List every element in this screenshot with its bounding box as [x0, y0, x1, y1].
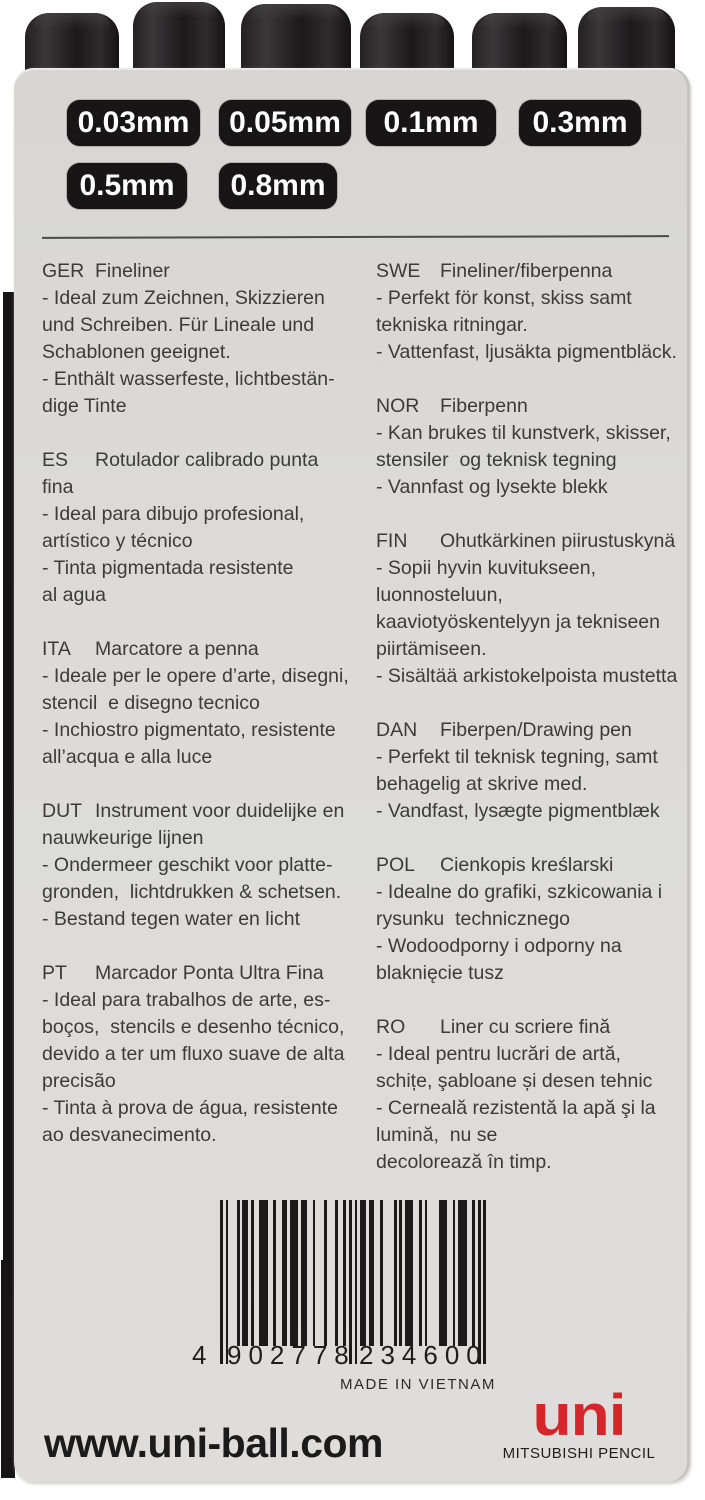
barcode-digit-first: 4: [192, 1340, 207, 1370]
lang-title: Marcatore a penna: [95, 638, 259, 660]
lang-text-line: - Ideale per le opere d’arte, disegni,: [42, 665, 349, 687]
size-badge: 0.03mm: [67, 100, 200, 146]
lang-text-line: - Idealne do grafiki, szkicowania i: [376, 881, 663, 903]
lang-text-line: - Ideal para dibujo profesional,: [42, 503, 305, 525]
barcode-bar: [282, 1200, 288, 1346]
lang-text-line: piirtämiseen.: [376, 638, 487, 660]
lang-title: Rotulador calibrado punta: [95, 449, 319, 471]
lang-text-line: rysunku technicznego: [376, 908, 571, 930]
lang-text-line: - Tinta à prova de água, resistente: [42, 1097, 338, 1119]
lang-section-header: [376, 528, 698, 555]
lang-section-ita: [42, 636, 364, 771]
lang-code: FIN: [376, 530, 408, 552]
lang-text-line: kaaviotyöskentelyyn ja tekniseen: [376, 611, 660, 633]
barcode-bar: [425, 1200, 428, 1346]
lang-text-line: ao desvanecimento.: [42, 1124, 217, 1146]
lang-text-line: dige Tinte: [42, 395, 127, 417]
lang-text-line: - Ondermeer geschikt voor platte-: [42, 854, 333, 876]
barcode-bar: [335, 1200, 338, 1346]
lang-text-line: - Enthält wasserfeste, lichtbestän-: [42, 368, 335, 390]
lang-text-line: Schablonen geeignet.: [42, 341, 231, 363]
lang-section-header: [42, 798, 364, 825]
lang-code: ES: [42, 449, 69, 471]
barcode-bar: [273, 1200, 276, 1346]
size-badge: 0.1mm: [366, 100, 496, 146]
made-in-label: MADE IN VIETNAM: [340, 1376, 496, 1393]
lang-code: SWE: [376, 260, 421, 282]
barcode-digits-left: 902778: [227, 1340, 356, 1370]
lang-section-nor: [376, 393, 698, 501]
barcode-bar: [399, 1200, 402, 1346]
lang-title: Fiberpenn: [440, 395, 528, 417]
lang-column-left: [42, 258, 364, 1176]
barcode-bar: [290, 1200, 298, 1346]
lang-text-line: stensiler og teknisk tegning: [376, 449, 617, 471]
lang-section-pol: [376, 852, 698, 987]
lang-section-header: [376, 393, 698, 420]
lang-title: Fineliner/fiberpenna: [440, 260, 613, 282]
lang-text-line: blaknięcie tusz: [376, 962, 504, 984]
lang-text-line: luonnosteluun,: [376, 584, 503, 606]
barcode-bar: [369, 1200, 375, 1346]
lang-title: Cienkopis kreślarski: [440, 854, 614, 876]
size-badge: 0.5mm: [67, 163, 187, 209]
barcode-bar: [324, 1200, 327, 1346]
barcode-bar: [343, 1200, 346, 1346]
lang-code: POL: [376, 854, 416, 876]
lang-text-line: decolorează în timp.: [376, 1151, 552, 1173]
barcode-bar: [394, 1200, 397, 1346]
lang-title: Ohutkärkinen piirustuskynä: [440, 530, 676, 552]
barcode-bar: [360, 1200, 366, 1346]
barcode-bar: [419, 1200, 422, 1346]
website-text: www.uni-ball.com: [44, 1420, 383, 1466]
lang-text-line: - Cerneală rezistentă la apă şi la: [376, 1097, 656, 1119]
lang-section-pt: [42, 960, 364, 1149]
lang-text-line: - Perfekt til teknisk tegning, samt: [376, 746, 658, 768]
barcode-number: [192, 1340, 488, 1370]
lang-code: ITA: [42, 638, 71, 660]
lang-section-header: [376, 717, 698, 744]
lang-text-line: all’acqua e alla luce: [42, 746, 213, 768]
lang-section-header: [376, 852, 698, 879]
lang-text-line: - Vattenfast, ljusäkta pigmentbläck.: [376, 341, 677, 363]
lang-code: NOR: [376, 395, 420, 417]
lang-section-header: [42, 447, 364, 474]
barcode-bar: [242, 1200, 248, 1346]
lang-code: DAN: [376, 719, 418, 741]
lang-section-header: [42, 960, 364, 987]
barcode-bar: [301, 1200, 307, 1346]
barcode: [192, 1200, 488, 1372]
barcode-bar: [237, 1200, 240, 1346]
size-badge: 0.3mm: [519, 100, 641, 146]
size-badge: 0.05mm: [219, 100, 351, 146]
lang-title: Fineliner: [95, 260, 170, 282]
lang-text-line: - Sopii hyvin kuvitukseen,: [376, 557, 597, 579]
lang-code: DUT: [42, 800, 83, 822]
lang-title: Marcador Ponta Ultra Fina: [95, 962, 324, 984]
lang-text-line: boços, stencils e desenho técnico,: [42, 1016, 345, 1038]
lang-text-line: behagelig at skrive med.: [376, 773, 588, 795]
lang-section-fin: [376, 528, 698, 690]
lang-section-es: [42, 447, 364, 609]
lang-code: RO: [376, 1016, 406, 1038]
lang-section-header: [376, 258, 698, 285]
uni-logo: uni: [532, 1381, 626, 1449]
barcode-bar: [453, 1200, 456, 1346]
barcode-bar: [313, 1200, 316, 1346]
barcode-bar: [251, 1200, 254, 1346]
barcode-bar: [458, 1200, 466, 1346]
lang-section-swe: [376, 258, 698, 366]
lang-text-line: tekniska ritningar.: [376, 314, 528, 336]
lang-text-line: nauwkeurige lijnen: [42, 827, 204, 849]
lang-text-line: devido a ter um fluxo suave de alta: [42, 1043, 345, 1065]
lang-text-line: - Tinta pigmentada resistente: [42, 557, 294, 579]
lang-text-line: artístico y técnico: [42, 530, 193, 552]
brand-block: [490, 1381, 668, 1462]
lang-section-header: [42, 636, 364, 663]
lang-text-line: - Inchiostro pigmentato, resistente: [42, 719, 336, 741]
barcode-bar: [439, 1200, 447, 1346]
lang-title: Fiberpen/Drawing pen: [440, 719, 632, 741]
lang-text-line: und Schreiben. Für Lineale und: [42, 314, 315, 336]
lang-text-line: - Vannfast og lysekte blekk: [376, 476, 608, 498]
lang-text-line: lumină, nu se: [376, 1124, 498, 1146]
brand-subtitle: MITSUBISHI PENCIL: [502, 1445, 656, 1462]
lang-text-line: - Vandfast, lysægte pigmentblæk: [376, 800, 660, 822]
lang-text-line: - Bestand tegen water en licht: [42, 908, 300, 930]
divider-line: [42, 235, 669, 239]
lang-section-ger: [42, 258, 364, 420]
lang-column-right: [376, 258, 698, 1203]
lang-text-line: fina: [42, 476, 74, 498]
lang-text-line: - Ideal zum Zeichnen, Skizzieren: [42, 287, 325, 309]
lang-text-line: gronden, lichtdrukken & schetsen.: [42, 881, 342, 903]
lang-text-line: - Wodoodporny i odporny na: [376, 935, 622, 957]
barcode-digits-right: 234600: [359, 1340, 488, 1370]
lang-text-line: - Sisältää arkistokelpoista mustetta: [376, 665, 678, 687]
lang-title: Liner cu scriere fină: [440, 1016, 611, 1038]
lang-text-line: - Kan brukes til kunstverk, skisser,: [376, 422, 671, 444]
lang-section-dut: [42, 798, 364, 933]
barcode-bar: [259, 1200, 267, 1346]
lang-section-ro: [376, 1014, 698, 1176]
lang-text-line: schițe, şabloane și desen tehnic: [376, 1070, 653, 1092]
lang-section-header: [42, 258, 364, 285]
lang-section-header: [376, 1014, 698, 1041]
lang-text-line: - Perfekt för konst, skiss samt: [376, 287, 632, 309]
barcode-bar: [380, 1200, 383, 1346]
lang-text-line: - Ideal pentru lucrări de artă,: [376, 1043, 621, 1065]
lang-text-line: stencil e disegno tecnico: [42, 692, 260, 714]
lang-title: Instrument voor duidelijke en: [95, 800, 345, 822]
barcode-bar: [472, 1200, 475, 1346]
lang-text-line: precisão: [42, 1070, 116, 1092]
lang-code: GER: [42, 260, 85, 282]
lang-text-line: al agua: [42, 584, 106, 606]
barcode-bar: [405, 1200, 413, 1346]
size-badge: 0.8mm: [219, 163, 337, 209]
lang-code: PT: [42, 962, 67, 984]
lang-text-line: - Ideal para trabalhos de arte, es-: [42, 989, 331, 1011]
lang-section-dan: [376, 717, 698, 825]
